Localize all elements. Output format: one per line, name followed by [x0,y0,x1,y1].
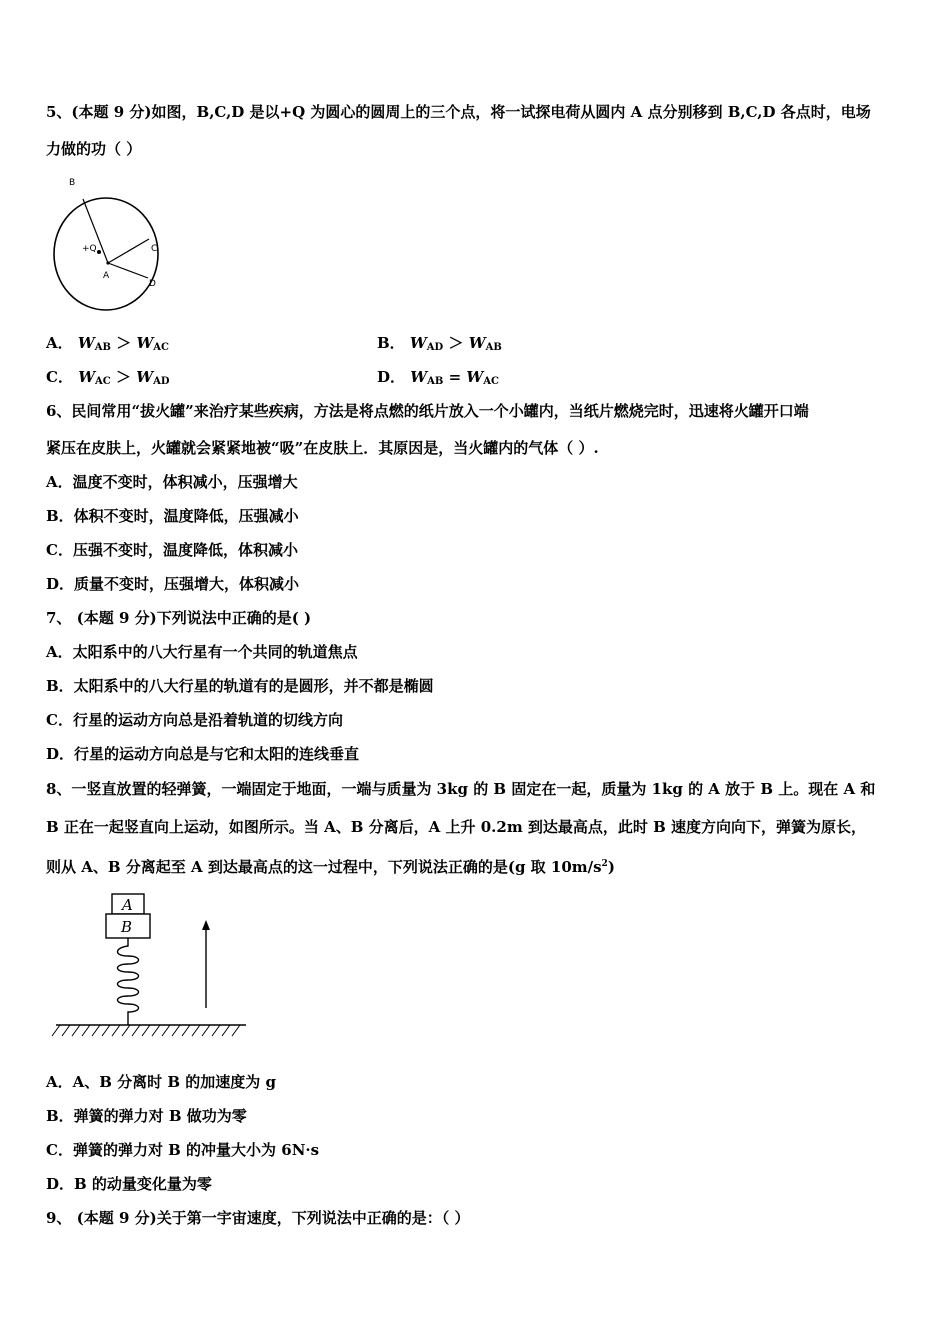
q5-stem-line1: 5、(本题 9 分)如图，B,C,D 是以+Q 为圆心的圆周上的三个点，将一试探电荷从圆内 A 点分别移到 B,C,D 各点时，电场 [46,103,871,121]
q7-option-b[interactable]: B．太阳系中的八大行星的轨道有的是圆形，并不都是椭圆 [46,677,434,695]
q6-option-a[interactable]: A．温度不变时，体积减小，压强增大 [46,473,298,491]
spring-coil [118,938,139,1025]
line-ad [108,263,148,278]
q5-circle-figure [48,172,168,322]
q7-option-d[interactable]: D．行星的运动方向总是与它和太阳的连线垂直 [46,745,360,763]
q5-stem-line2: 力做的功（ ） [46,140,142,158]
label-d: D [149,279,156,289]
velocity-arrow-head [202,920,210,930]
q7-stem-line1: 7、 (本题 9 分)下列说法中正确的是( ) [46,609,312,627]
label-q: +Q [82,244,97,254]
charge-q-dot [97,250,101,254]
q8-option-c[interactable]: C．弹簧的弹力对 B 的冲量大小为 6N·s [46,1141,320,1159]
label-b: B [69,178,76,188]
q6-option-b[interactable]: B．体积不变时，温度降低，压强减小 [46,507,299,525]
q8-option-d[interactable]: D．B 的动量变化量为零 [46,1175,212,1193]
q7-option-c[interactable]: C．行星的运动方向总是沿着轨道的切线方向 [46,711,343,729]
q5-option-b[interactable]: B． $W_{AD} > W_{AB}$ [377,334,502,353]
q8-spring-figure [46,886,256,1046]
line-ac [108,239,149,263]
q7-option-a[interactable]: A．太阳系中的八大行星有一个共同的轨道焦点 [46,643,358,661]
label-c: C [151,244,158,254]
q5-option-a[interactable]: A． $W_{AB} > W_{AC}$ [46,334,170,353]
q8-stem-line2: B 正在一起竖直向上运动，如图所示。当 A、B 分离后，A 上升 0.2m 到达最高点，此时 B 速度方向向下，弹簧为原长， [46,818,867,836]
q8-option-b[interactable]: B．弹簧的弹力对 B 做功为零 [46,1107,247,1125]
q5-option-c[interactable]: C． $W_{AC} > W_{AD}$ [46,368,170,387]
q6-option-c[interactable]: C．压强不变时，温度降低，体积减小 [46,541,298,559]
q8-stem-line3: 则从 A、B 分离起至 A 到达最高点的这一过程中，下列说法正确的是(g 取 $10m/s^2$) [46,858,615,876]
block-a-label: A [122,896,133,914]
q5-option-d[interactable]: D． $W_{AB} = W_{AC}$ [377,368,499,387]
point-a-dot [106,261,109,264]
q6-stem-line1: 6、民间常用“拔火罐”来治疗某些疾病，方法是将点燃的纸片放入一个小罐内，当纸片燃烧完时，迅速将火罐开口端 [46,402,809,420]
block-b-label: B [121,918,133,936]
q6-option-d[interactable]: D．质量不变时，压强增大，体积减小 [46,575,300,593]
ground-hatching [52,1025,240,1036]
q8-option-a[interactable]: A．A、B 分离时 B 的加速度为 g [46,1073,277,1091]
q8-stem-line1: 8、一竖直放置的轻弹簧，一端固定于地面，一端与质量为 3kg 的 B 固定在一起，质量为 1kg 的 A 放于 B 上。现在 A 和 [46,780,876,798]
circle-outline [54,198,158,310]
q9-stem-line1: 9、 (本题 9 分)关于第一宇宙速度，下列说法中正确的是：（ ） [46,1209,470,1227]
label-a: A [103,271,110,281]
q6-stem-line2: 紧压在皮肤上，火罐就会紧紧地被“吸”在皮肤上．其原因是，当火罐内的气体（ ）. [46,439,599,457]
